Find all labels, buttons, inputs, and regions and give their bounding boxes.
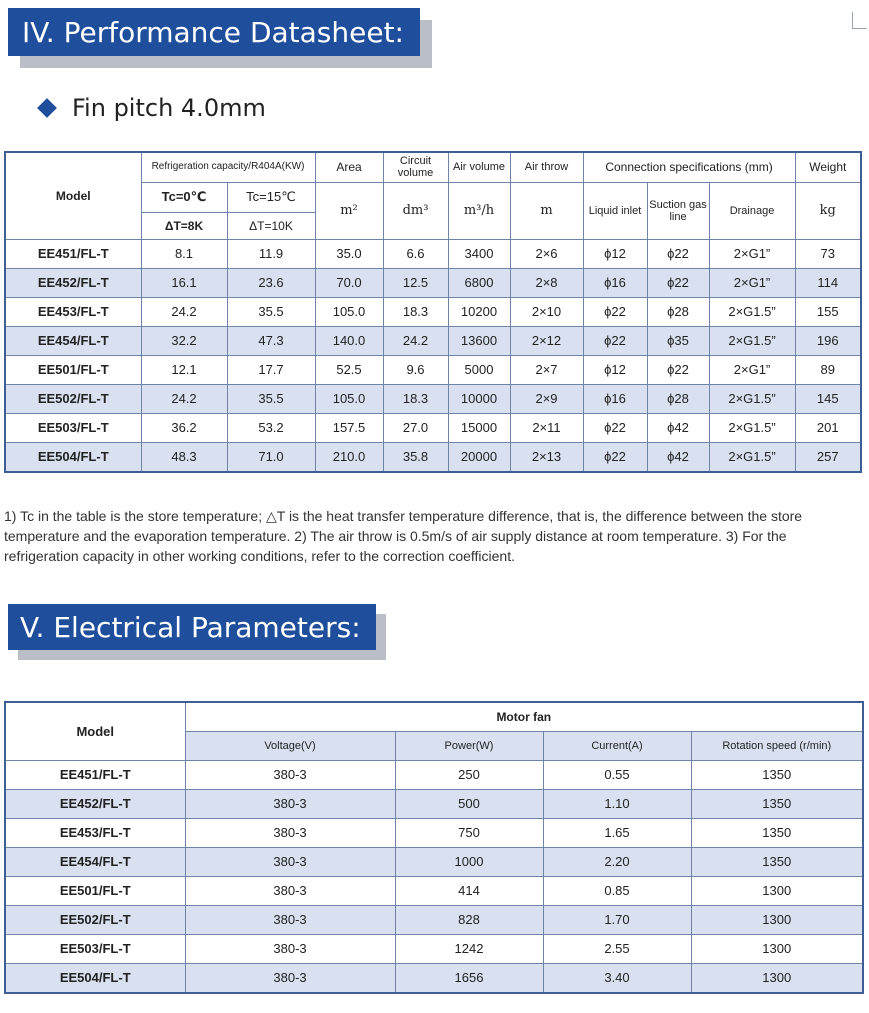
circuit-header: Circuit volume (383, 152, 448, 182)
voltage-header: Voltage(V) (185, 731, 395, 760)
cell-liquid-inlet: ϕ22 (583, 442, 647, 472)
cell-rotation-speed: 1300 (691, 934, 863, 963)
cell-power: 500 (395, 789, 543, 818)
cell-voltage: 380-3 (185, 789, 395, 818)
air-volume-unit: m³/h (448, 182, 510, 239)
cell-air-throw: 2×10 (510, 297, 583, 326)
cell-capacity-tc15: 23.6 (227, 268, 315, 297)
cell-suction-line: ϕ22 (647, 355, 709, 384)
liquid-inlet-header: Liquid inlet (583, 182, 647, 239)
cell-drainage: 2×G1” (709, 268, 795, 297)
performance-table-body (5, 239, 861, 472)
cell-model: EE454/FL-T (5, 326, 141, 355)
cell-power: 828 (395, 905, 543, 934)
cell-capacity-tc15: 17.7 (227, 355, 315, 384)
cell-current: 1.10 (543, 789, 691, 818)
cell-area: 70.0 (315, 268, 383, 297)
cell-area: 105.0 (315, 297, 383, 326)
cell-model: EE452/FL-T (5, 268, 141, 297)
cell-model: EE451/FL-T (5, 239, 141, 268)
cell-drainage: 2×G1.5” (709, 413, 795, 442)
cell-weight: 155 (795, 297, 861, 326)
cell-model: EE502/FL-T (5, 384, 141, 413)
cell-capacity-tc0: 12.1 (141, 355, 227, 384)
cell-model: EE501/FL-T (5, 355, 141, 384)
cell-circuit-volume: 27.0 (383, 413, 448, 442)
cell-drainage: 2×G1.5” (709, 326, 795, 355)
cell-air-volume: 5000 (448, 355, 510, 384)
cell-air-volume: 13600 (448, 326, 510, 355)
table-row (5, 442, 861, 472)
air-throw-header: Air throw (510, 152, 583, 182)
cell-model: EE451/FL-T (5, 760, 185, 789)
tc15-header: Tc=15℃ (227, 182, 315, 212)
performance-header-row-1 (5, 152, 861, 182)
cell-drainage: 2×G1.5” (709, 297, 795, 326)
table-row (5, 818, 863, 847)
electrical-banner (8, 604, 376, 650)
cell-rotation-speed: 1300 (691, 905, 863, 934)
cell-model: EE504/FL-T (5, 963, 185, 993)
cell-model: EE453/FL-T (5, 297, 141, 326)
cell-capacity-tc15: 35.5 (227, 297, 315, 326)
cell-capacity-tc0: 32.2 (141, 326, 227, 355)
cell-air-throw: 2×12 (510, 326, 583, 355)
table-row (5, 268, 861, 297)
rotation-header: Rotation speed (r/min) (691, 731, 863, 760)
cell-weight: 201 (795, 413, 861, 442)
cell-capacity-tc0: 24.2 (141, 297, 227, 326)
elec-model-header: Model (5, 702, 185, 760)
model-header: Model (5, 152, 141, 239)
fin-pitch-subtitle (40, 94, 266, 122)
table-row (5, 239, 861, 268)
dt10-header: ΔT=10K (227, 212, 315, 239)
tc0-header: Tc=0℃ (141, 182, 227, 212)
cell-air-volume: 6800 (448, 268, 510, 297)
cell-model: EE501/FL-T (5, 876, 185, 905)
cell-air-throw: 2×9 (510, 384, 583, 413)
cell-air-volume: 10000 (448, 384, 510, 413)
cell-suction-line: ϕ22 (647, 239, 709, 268)
air-throw-unit: m (510, 182, 583, 239)
cell-circuit-volume: 24.2 (383, 326, 448, 355)
area-unit: m² (315, 182, 383, 239)
cell-weight: 89 (795, 355, 861, 384)
cell-capacity-tc0: 36.2 (141, 413, 227, 442)
cell-air-throw: 2×8 (510, 268, 583, 297)
cell-liquid-inlet: ϕ16 (583, 384, 647, 413)
cell-model: EE502/FL-T (5, 905, 185, 934)
cell-area: 52.5 (315, 355, 383, 384)
table-row (5, 297, 861, 326)
cell-current: 3.40 (543, 963, 691, 993)
cell-capacity-tc15: 11.9 (227, 239, 315, 268)
cell-power: 1000 (395, 847, 543, 876)
cell-area: 105.0 (315, 384, 383, 413)
cell-voltage: 380-3 (185, 847, 395, 876)
table-row (5, 789, 863, 818)
electrical-title: V. Electrical Parameters: (8, 604, 376, 650)
performance-banner (8, 8, 420, 56)
cell-weight: 114 (795, 268, 861, 297)
performance-table (4, 151, 862, 473)
cell-weight: 196 (795, 326, 861, 355)
electrical-table (4, 701, 864, 994)
table-row (5, 876, 863, 905)
table-row (5, 760, 863, 789)
cell-liquid-inlet: ϕ12 (583, 239, 647, 268)
cell-capacity-tc0: 24.2 (141, 384, 227, 413)
drainage-header: Drainage (709, 182, 795, 239)
cell-suction-line: ϕ35 (647, 326, 709, 355)
cell-air-throw: 2×6 (510, 239, 583, 268)
cell-capacity-tc0: 16.1 (141, 268, 227, 297)
cell-liquid-inlet: ϕ22 (583, 297, 647, 326)
cell-model: EE453/FL-T (5, 818, 185, 847)
table-row (5, 847, 863, 876)
cell-model: EE452/FL-T (5, 789, 185, 818)
cell-weight: 145 (795, 384, 861, 413)
cell-capacity-tc0: 48.3 (141, 442, 227, 472)
cell-power: 414 (395, 876, 543, 905)
cell-current: 1.65 (543, 818, 691, 847)
electrical-header-row-1 (5, 702, 863, 731)
cell-air-throw: 2×13 (510, 442, 583, 472)
cell-current: 1.70 (543, 905, 691, 934)
cell-current: 0.85 (543, 876, 691, 905)
cell-rotation-speed: 1350 (691, 760, 863, 789)
cell-suction-line: ϕ28 (647, 297, 709, 326)
cell-air-volume: 15000 (448, 413, 510, 442)
cell-area: 35.0 (315, 239, 383, 268)
cell-capacity-tc15: 53.2 (227, 413, 315, 442)
motor-fan-header: Motor fan (185, 702, 863, 731)
cell-capacity-tc15: 47.3 (227, 326, 315, 355)
cell-circuit-volume: 12.5 (383, 268, 448, 297)
cell-capacity-tc15: 71.0 (227, 442, 315, 472)
cell-voltage: 380-3 (185, 876, 395, 905)
cell-power: 750 (395, 818, 543, 847)
diamond-bullet-icon (37, 98, 57, 118)
cell-rotation-speed: 1300 (691, 963, 863, 993)
cell-capacity-tc15: 35.5 (227, 384, 315, 413)
table-row (5, 384, 861, 413)
cell-suction-line: ϕ22 (647, 268, 709, 297)
cell-voltage: 380-3 (185, 760, 395, 789)
cell-capacity-tc0: 8.1 (141, 239, 227, 268)
cell-air-volume: 20000 (448, 442, 510, 472)
suction-header: Suction gas line (647, 182, 709, 239)
cell-circuit-volume: 35.8 (383, 442, 448, 472)
cell-current: 2.20 (543, 847, 691, 876)
cell-air-throw: 2×7 (510, 355, 583, 384)
table-row (5, 326, 861, 355)
cell-drainage: 2×G1” (709, 239, 795, 268)
cell-model: EE504/FL-T (5, 442, 141, 472)
cell-weight: 257 (795, 442, 861, 472)
cell-drainage: 2×G1.5” (709, 384, 795, 413)
cell-area: 157.5 (315, 413, 383, 442)
cell-air-throw: 2×11 (510, 413, 583, 442)
electrical-table-body (5, 760, 863, 993)
cell-liquid-inlet: ϕ16 (583, 268, 647, 297)
cell-air-volume: 3400 (448, 239, 510, 268)
cell-circuit-volume: 18.3 (383, 384, 448, 413)
cell-circuit-volume: 6.6 (383, 239, 448, 268)
table-row (5, 905, 863, 934)
power-header: Power(W) (395, 731, 543, 760)
cell-model: EE454/FL-T (5, 847, 185, 876)
cell-model: EE503/FL-T (5, 413, 141, 442)
cell-rotation-speed: 1300 (691, 876, 863, 905)
performance-note: 1) Tc in the table is the store temperature; △T is the heat transfer temperature difference, that is, the difference between the store temperature and the evaporation temperature. 2) The air throw is 0.5m/s of air supply distance at room temperature. 3) For the refrigeration capacity in other working conditions, refer to the correction coefficient. (4, 508, 803, 564)
cell-power: 250 (395, 760, 543, 789)
cell-liquid-inlet: ϕ22 (583, 326, 647, 355)
cell-rotation-speed: 1350 (691, 818, 863, 847)
cell-model: EE503/FL-T (5, 934, 185, 963)
area-header: Area (315, 152, 383, 182)
connection-header: Connection specifications (mm) (583, 152, 795, 182)
cell-liquid-inlet: ϕ22 (583, 413, 647, 442)
cell-drainage: 2×G1” (709, 355, 795, 384)
cell-suction-line: ϕ42 (647, 442, 709, 472)
cell-rotation-speed: 1350 (691, 789, 863, 818)
cell-current: 2.55 (543, 934, 691, 963)
air-volume-header: Air volume (448, 152, 510, 182)
cell-current: 0.55 (543, 760, 691, 789)
cell-area: 140.0 (315, 326, 383, 355)
cell-voltage: 380-3 (185, 963, 395, 993)
cell-rotation-speed: 1350 (691, 847, 863, 876)
table-row (5, 413, 861, 442)
current-header: Current(A) (543, 731, 691, 760)
cell-weight: 73 (795, 239, 861, 268)
cell-drainage: 2×G1.5” (709, 442, 795, 472)
cell-power: 1656 (395, 963, 543, 993)
dt8-header: ΔT=8K (141, 212, 227, 239)
cell-air-volume: 10200 (448, 297, 510, 326)
cell-power: 1242 (395, 934, 543, 963)
table-row (5, 934, 863, 963)
cell-area: 210.0 (315, 442, 383, 472)
table-row (5, 963, 863, 993)
corner-mark-icon (852, 12, 867, 29)
circuit-unit: dm³ (383, 182, 448, 239)
cell-suction-line: ϕ28 (647, 384, 709, 413)
performance-title: IV. Performance Datasheet: (8, 8, 420, 56)
cell-voltage: 380-3 (185, 905, 395, 934)
weight-header: Weight (795, 152, 861, 182)
cell-voltage: 380-3 (185, 818, 395, 847)
table-row (5, 355, 861, 384)
cell-suction-line: ϕ42 (647, 413, 709, 442)
cell-liquid-inlet: ϕ12 (583, 355, 647, 384)
fin-pitch-label: Fin pitch 4.0mm (72, 94, 266, 122)
cell-circuit-volume: 18.3 (383, 297, 448, 326)
cell-voltage: 380-3 (185, 934, 395, 963)
weight-unit: kg (795, 182, 861, 239)
refrigeration-header: Refrigeration capacity/R404A(KW) (141, 152, 315, 182)
cell-circuit-volume: 9.6 (383, 355, 448, 384)
